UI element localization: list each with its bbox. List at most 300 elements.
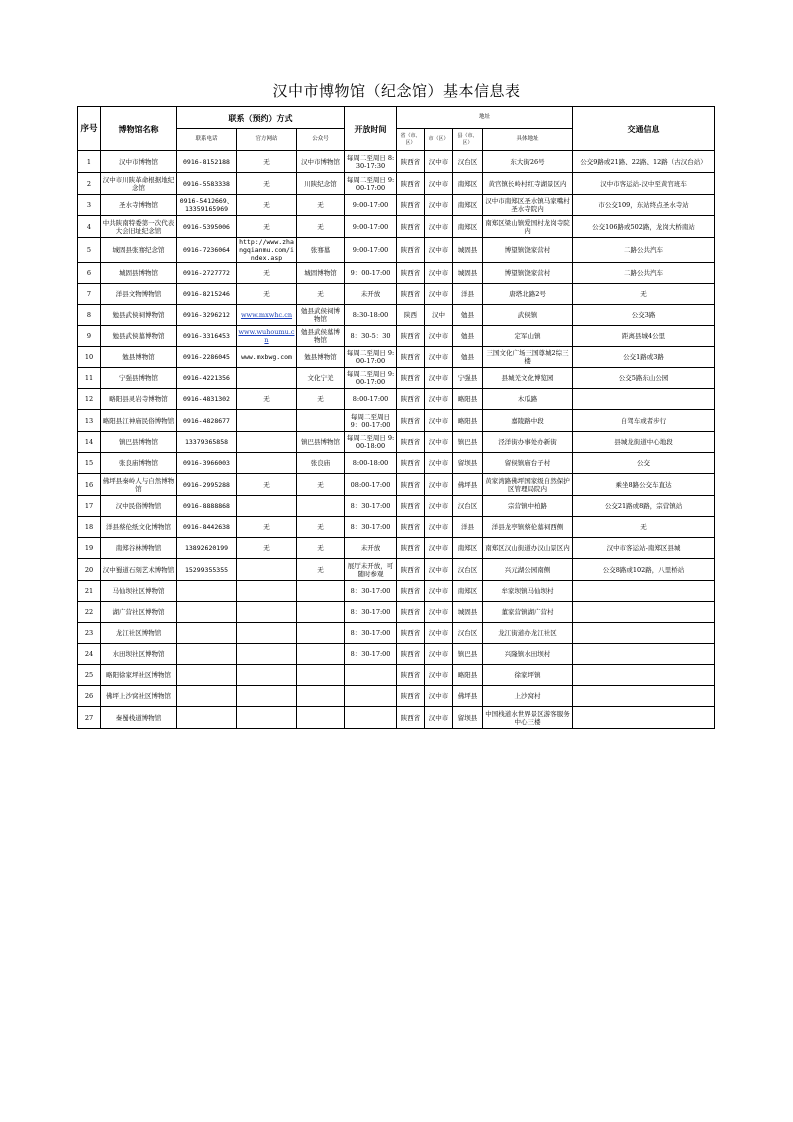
cell-address: 唐塔北路2号 (483, 284, 573, 305)
cell-phone: 0916-4828677 (177, 410, 237, 432)
cell-county: 南郑区 (453, 195, 483, 216)
cell-traffic (573, 665, 715, 686)
table-row (78, 347, 715, 368)
table-row (78, 151, 715, 173)
cell-no: 22 (78, 602, 101, 623)
cell-province: 陕西省 (397, 326, 425, 347)
cell-hours: 08:00-17:00 (345, 474, 397, 496)
table-row (78, 496, 715, 517)
cell-province: 陕西省 (397, 602, 425, 623)
cell-name: 城固县张骞纪念馆 (101, 238, 177, 263)
cell-traffic (573, 686, 715, 707)
cell-hours: 9:00-17:00 (345, 216, 397, 238)
cell-province: 陕西省 (397, 453, 425, 474)
cell-address: 博望镇饶家营村 (483, 238, 573, 263)
header-city: 市（区） (425, 129, 453, 151)
cell-hours (345, 686, 397, 707)
table-row (78, 686, 715, 707)
website-link[interactable]: www.wuhoumu.cn (237, 326, 297, 347)
cell-no: 8 (78, 305, 101, 326)
table-row (78, 665, 715, 686)
cell-address: 宗营镇中柏路 (483, 496, 573, 517)
cell-phone: 13379365858 (177, 432, 237, 453)
cell-phone: 0916-7236064 (177, 238, 237, 263)
cell-province: 陕西省 (397, 389, 425, 410)
cell-phone: 0916-5583338 (177, 173, 237, 195)
cell-website: www.mxbwg.com (237, 347, 297, 368)
cell-name: 略阳县灵岩寺博物馆 (101, 389, 177, 410)
cell-county: 勉县 (453, 305, 483, 326)
cell-county: 留坝县 (453, 453, 483, 474)
cell-province: 陕西省 (397, 538, 425, 559)
cell-address: 县城羌文化博览园 (483, 368, 573, 389)
cell-wechat (297, 665, 345, 686)
table-row (78, 538, 715, 559)
table-row (78, 517, 715, 538)
cell-phone: 0916-5395006 (177, 216, 237, 238)
table-row (78, 368, 715, 389)
cell-county: 勉县 (453, 347, 483, 368)
cell-name: 南郑谷林博物馆 (101, 538, 177, 559)
cell-website (237, 623, 297, 644)
header-no: 序号 (78, 107, 101, 151)
cell-traffic: 汉中市客运站-汉中至黄官班车 (573, 173, 715, 195)
cell-no: 13 (78, 410, 101, 432)
cell-website (237, 559, 297, 581)
cell-website (237, 368, 297, 389)
cell-name: 镇巴县博物馆 (101, 432, 177, 453)
cell-county: 汉台区 (453, 623, 483, 644)
cell-name: 汉中蜀道石刻艺术博物馆 (101, 559, 177, 581)
table-row (78, 559, 715, 581)
cell-name: 城固县博物馆 (101, 263, 177, 284)
cell-county: 镇巴县 (453, 644, 483, 665)
cell-traffic: 公交8路或102路，八里桥站 (573, 559, 715, 581)
cell-no: 4 (78, 216, 101, 238)
cell-address: 东大街26号 (483, 151, 573, 173)
cell-phone: 0916-5412669、13359165969 (177, 195, 237, 216)
cell-traffic: 公交3路 (573, 305, 715, 326)
cell-city: 汉中市 (425, 432, 453, 453)
cell-county: 南郑区 (453, 581, 483, 602)
cell-traffic: 自驾车或者步行 (573, 410, 715, 432)
cell-province: 陕西省 (397, 368, 425, 389)
cell-no: 17 (78, 496, 101, 517)
cell-traffic (573, 389, 715, 410)
cell-name: 龙江社区博物馆 (101, 623, 177, 644)
cell-wechat: 勉县武侯墓博物馆 (297, 326, 345, 347)
cell-wechat: 无 (297, 559, 345, 581)
cell-traffic: 公交1路或3路 (573, 347, 715, 368)
cell-no: 27 (78, 707, 101, 729)
cell-website: 无 (237, 538, 297, 559)
cell-phone: 0916-2727772 (177, 263, 237, 284)
cell-hours: 8：30-17:00 (345, 602, 397, 623)
cell-city: 汉中市 (425, 581, 453, 602)
cell-city: 汉中市 (425, 347, 453, 368)
cell-province: 陕西省 (397, 581, 425, 602)
cell-website (237, 496, 297, 517)
cell-hours: 9:00-17:00 (345, 238, 397, 263)
page-title: 汉中市博物馆（纪念馆）基本信息表 (272, 82, 521, 100)
header-county: 县（市、区） (453, 129, 483, 151)
cell-county: 汉台区 (453, 496, 483, 517)
cell-hours: 8：30-17:00 (345, 644, 397, 665)
cell-county: 佛坪县 (453, 686, 483, 707)
cell-wechat: 无 (297, 517, 345, 538)
cell-website (237, 644, 297, 665)
cell-province: 陕西省 (397, 707, 425, 729)
cell-city: 汉中市 (425, 238, 453, 263)
cell-county: 略阳县 (453, 410, 483, 432)
cell-hours: 8:30-18:00 (345, 305, 397, 326)
header-row-1 (78, 107, 715, 129)
cell-phone: 0916-3296212 (177, 305, 237, 326)
cell-wechat: 无 (297, 195, 345, 216)
cell-phone: 0916-3316453 (177, 326, 237, 347)
table-row (78, 707, 715, 729)
table-row (78, 432, 715, 453)
cell-city: 汉中市 (425, 389, 453, 410)
cell-no: 6 (78, 263, 101, 284)
table-row (78, 581, 715, 602)
header-name: 博物馆名称 (101, 107, 177, 151)
cell-province: 陕西省 (397, 151, 425, 173)
header-address: 地址 (397, 107, 573, 129)
cell-wechat: 城固博物馆 (297, 263, 345, 284)
header-traffic: 交通信息 (573, 107, 715, 151)
cell-address: 龙江街道办龙江社区 (483, 623, 573, 644)
cell-county: 略阳县 (453, 389, 483, 410)
header-wechat: 公众号 (297, 129, 345, 151)
cell-phone (177, 623, 237, 644)
cell-city: 汉中市 (425, 644, 453, 665)
table-row (78, 263, 715, 284)
cell-address: 留侯镇庙台子村 (483, 453, 573, 474)
cell-traffic: 无 (573, 517, 715, 538)
cell-no: 15 (78, 453, 101, 474)
cell-name: 洋县蔡伦纸文化博物馆 (101, 517, 177, 538)
cell-province: 陕西省 (397, 410, 425, 432)
cell-no: 20 (78, 559, 101, 581)
cell-city: 汉中市 (425, 368, 453, 389)
cell-province: 陕西省 (397, 216, 425, 238)
cell-city: 汉中市 (425, 173, 453, 195)
cell-traffic: 公交9路或21路、22路、12路（古汉台站） (573, 151, 715, 173)
cell-website: http://www.zhangqianmu.com/index.asp (237, 238, 297, 263)
cell-traffic (573, 623, 715, 644)
cell-county: 洋县 (453, 517, 483, 538)
cell-city: 汉中市 (425, 453, 453, 474)
cell-city: 汉中市 (425, 496, 453, 517)
cell-traffic: 市公交109，东站终点圣水寺站 (573, 195, 715, 216)
museum-info-table (77, 106, 715, 729)
cell-province: 陕西省 (397, 263, 425, 284)
cell-address: 汉中市南郑区圣水镇马家嘴村圣水寺院内 (483, 195, 573, 216)
cell-hours: 每周二至周日 8:30-17:30 (345, 151, 397, 173)
cell-address: 兴元湖公园南侧 (483, 559, 573, 581)
cell-no: 14 (78, 432, 101, 453)
cell-no: 11 (78, 368, 101, 389)
cell-hours: 8：30-17:00 (345, 496, 397, 517)
cell-traffic: 公交106路或502路，龙岗大桥南站 (573, 216, 715, 238)
cell-no: 19 (78, 538, 101, 559)
table-body (78, 151, 715, 729)
cell-phone (177, 707, 237, 729)
cell-phone: 0916-2995288 (177, 474, 237, 496)
cell-no: 18 (78, 517, 101, 538)
cell-province: 陕西省 (397, 347, 425, 368)
cell-phone: 0916-8152188 (177, 151, 237, 173)
cell-wechat: 无 (297, 216, 345, 238)
cell-province: 陕西省 (397, 238, 425, 263)
table-row (78, 474, 715, 496)
cell-traffic (573, 707, 715, 729)
cell-city: 汉中市 (425, 602, 453, 623)
cell-county: 城固县 (453, 602, 483, 623)
cell-phone: 15299355355 (177, 559, 237, 581)
table-row (78, 195, 715, 216)
cell-county: 南郑区 (453, 216, 483, 238)
cell-province: 陕西省 (397, 559, 425, 581)
cell-wechat: 无 (297, 284, 345, 305)
cell-address: 兴隆镇水田坝村 (483, 644, 573, 665)
cell-county: 佛坪县 (453, 474, 483, 496)
cell-no: 2 (78, 173, 101, 195)
table-row (78, 644, 715, 665)
cell-traffic: 县城龙街道中心地段 (573, 432, 715, 453)
cell-city: 汉中市 (425, 410, 453, 432)
cell-county: 汉台区 (453, 151, 483, 173)
cell-name: 勉县博物馆 (101, 347, 177, 368)
cell-traffic (573, 644, 715, 665)
cell-wechat (297, 707, 345, 729)
cell-county: 留坝县 (453, 707, 483, 729)
cell-website (237, 602, 297, 623)
cell-name: 中共陕南特委第一次代表大会旧址纪念馆 (101, 216, 177, 238)
cell-phone: 0916-3966003 (177, 453, 237, 474)
table-row (78, 453, 715, 474)
cell-wechat: 勉县武侯祠博物馆 (297, 305, 345, 326)
table-row (78, 623, 715, 644)
header-phone: 联系电话 (177, 129, 237, 151)
cell-hours: 展厅未开放，可随时参观 (345, 559, 397, 581)
cell-website: 无 (237, 263, 297, 284)
cell-website: 无 (237, 517, 297, 538)
cell-wechat: 镇巴县博物馆 (297, 432, 345, 453)
cell-county: 城固县 (453, 238, 483, 263)
cell-hours: 每周二至周日 9:00-17:00 (345, 368, 397, 389)
cell-no: 12 (78, 389, 101, 410)
cell-wechat: 文化宁羌 (297, 368, 345, 389)
cell-name: 洋县文物博物馆 (101, 284, 177, 305)
cell-hours: 8：30-17:00 (345, 581, 397, 602)
cell-hours (345, 665, 397, 686)
cell-website: 无 (237, 195, 297, 216)
cell-city: 汉中市 (425, 263, 453, 284)
cell-wechat: 张骞墓 (297, 238, 345, 263)
cell-traffic: 汉中市客运站-南郑区县城 (573, 538, 715, 559)
cell-wechat (297, 581, 345, 602)
cell-name: 张良庙博物馆 (101, 453, 177, 474)
cell-hours (345, 707, 397, 729)
header-detail: 具体地址 (483, 129, 573, 151)
cell-address: 董家营镇湖广营村 (483, 602, 573, 623)
cell-wechat: 川陕纪念馆 (297, 173, 345, 195)
cell-wechat: 无 (297, 389, 345, 410)
cell-address: 中国栈道水世界景区游客服务中心三楼 (483, 707, 573, 729)
cell-address: 嘉陵路中段 (483, 410, 573, 432)
cell-name: 汉中市川陕革命根据地纪念馆 (101, 173, 177, 195)
cell-website (237, 581, 297, 602)
cell-phone: 0916-4831302 (177, 389, 237, 410)
table-row (78, 602, 715, 623)
cell-address: 牟家坝镇马仙坝村 (483, 581, 573, 602)
table-row (78, 238, 715, 263)
cell-province: 陕西省 (397, 496, 425, 517)
cell-address: 木瓜路 (483, 389, 573, 410)
cell-hours: 每周二至周日 9:00-17:00 (345, 173, 397, 195)
cell-address: 徐家坪镇 (483, 665, 573, 686)
cell-website: 无 (237, 389, 297, 410)
cell-name: 汉中民俗博物馆 (101, 496, 177, 517)
cell-no: 7 (78, 284, 101, 305)
cell-phone: 0916-2286045 (177, 347, 237, 368)
cell-address: 泾洋街办事处办新街 (483, 432, 573, 453)
cell-address: 博望镇饶家营村 (483, 263, 573, 284)
cell-website (237, 432, 297, 453)
table-row (78, 410, 715, 432)
cell-website: 无 (237, 474, 297, 496)
cell-hours: 每周二至周日 9:00-17:00 (345, 347, 397, 368)
cell-city: 汉中市 (425, 686, 453, 707)
cell-website: 无 (237, 284, 297, 305)
cell-hours: 未开放 (345, 284, 397, 305)
cell-no: 24 (78, 644, 101, 665)
cell-address: 武侯镇 (483, 305, 573, 326)
cell-address: 南郑区汉山街道办汉山景区内 (483, 538, 573, 559)
cell-hours: 8：30-5：30 (345, 326, 397, 347)
cell-hours: 每周二至周日9：00-17:00 (345, 410, 397, 432)
cell-province: 陕西省 (397, 474, 425, 496)
cell-name: 马仙坝社区博物馆 (101, 581, 177, 602)
cell-city: 汉中市 (425, 538, 453, 559)
cell-province: 陕西省 (397, 665, 425, 686)
cell-phone (177, 581, 237, 602)
cell-hours: 未开放 (345, 538, 397, 559)
table-row (78, 284, 715, 305)
cell-phone: 0916-4221356 (177, 368, 237, 389)
cell-name: 佛坪县秦岭人与自然博物馆 (101, 474, 177, 496)
cell-address: 定军山镇 (483, 326, 573, 347)
cell-city: 汉中市 (425, 707, 453, 729)
cell-hours: 9：00-17:00 (345, 263, 397, 284)
cell-traffic: 无 (573, 284, 715, 305)
cell-wechat (297, 410, 345, 432)
cell-no: 21 (78, 581, 101, 602)
cell-no: 3 (78, 195, 101, 216)
cell-address: 黄官镇长岭村红寺湖景区内 (483, 173, 573, 195)
cell-no: 23 (78, 623, 101, 644)
cell-traffic: 公交21路或8路，宗营镇站 (573, 496, 715, 517)
table-row (78, 389, 715, 410)
table-row (78, 305, 715, 326)
cell-name: 略阳县江神庙民俗博物馆 (101, 410, 177, 432)
cell-city: 汉中市 (425, 284, 453, 305)
cell-name: 佛坪上沙窝社区博物馆 (101, 686, 177, 707)
cell-name: 湖广营社区博物馆 (101, 602, 177, 623)
cell-website: 无 (237, 151, 297, 173)
table-row (78, 326, 715, 347)
cell-traffic: 公交 (573, 453, 715, 474)
cell-hours: 8：30-17:00 (345, 517, 397, 538)
cell-name: 水田坝社区博物馆 (101, 644, 177, 665)
cell-city: 汉中市 (425, 517, 453, 538)
cell-province: 陕西省 (397, 644, 425, 665)
cell-name: 秦蜀栈道博物馆 (101, 707, 177, 729)
cell-city: 汉中市 (425, 195, 453, 216)
cell-name: 勉县武侯祠博物馆 (101, 305, 177, 326)
cell-no: 9 (78, 326, 101, 347)
cell-phone (177, 602, 237, 623)
cell-wechat (297, 623, 345, 644)
cell-county: 略阳县 (453, 665, 483, 686)
cell-traffic: 二路公共汽车 (573, 263, 715, 284)
cell-city: 汉中市 (425, 326, 453, 347)
cell-wechat (297, 602, 345, 623)
cell-county: 勉县 (453, 326, 483, 347)
cell-address: 三国文化广场三国尊城2综三楼 (483, 347, 573, 368)
cell-traffic (573, 581, 715, 602)
cell-name: 汉中市博物馆 (101, 151, 177, 173)
cell-county: 洋县 (453, 284, 483, 305)
table-row (78, 173, 715, 195)
cell-city: 汉中市 (425, 559, 453, 581)
cell-name: 圣水寺博物馆 (101, 195, 177, 216)
cell-website (237, 665, 297, 686)
cell-county: 宁强县 (453, 368, 483, 389)
cell-name: 宁强县博物馆 (101, 368, 177, 389)
cell-traffic (573, 602, 715, 623)
cell-wechat: 勉县博物馆 (297, 347, 345, 368)
cell-hours: 9:00-17:00 (345, 195, 397, 216)
cell-phone (177, 644, 237, 665)
cell-province: 陕西省 (397, 686, 425, 707)
header-website: 官方网站 (237, 129, 297, 151)
cell-no: 1 (78, 151, 101, 173)
header-contact: 联系（预约）方式 (177, 107, 345, 129)
cell-no: 16 (78, 474, 101, 496)
cell-province: 陕西省 (397, 517, 425, 538)
cell-hours: 每周二至周日 9:00-18:00 (345, 432, 397, 453)
cell-province: 陕西省 (397, 432, 425, 453)
cell-city: 汉中市 (425, 216, 453, 238)
cell-phone (177, 686, 237, 707)
cell-county: 南郑区 (453, 538, 483, 559)
cell-city: 汉中市 (425, 474, 453, 496)
cell-county: 汉台区 (453, 559, 483, 581)
cell-website (237, 453, 297, 474)
cell-address: 黄家湾路佛坪国家级自然保护区管理局院内 (483, 474, 573, 496)
cell-address: 上沙窝村 (483, 686, 573, 707)
header-hours: 开放时间 (345, 107, 397, 151)
website-link[interactable]: www.mxwhc.cn (237, 305, 297, 326)
cell-province: 陕西省 (397, 623, 425, 644)
cell-name: 略阳徐家坪社区博物馆 (101, 665, 177, 686)
cell-hours: 8:00-18:00 (345, 453, 397, 474)
cell-address: 洋县龙亭镇蔡伦墓祠西侧 (483, 517, 573, 538)
cell-phone: 0916-8442638 (177, 517, 237, 538)
